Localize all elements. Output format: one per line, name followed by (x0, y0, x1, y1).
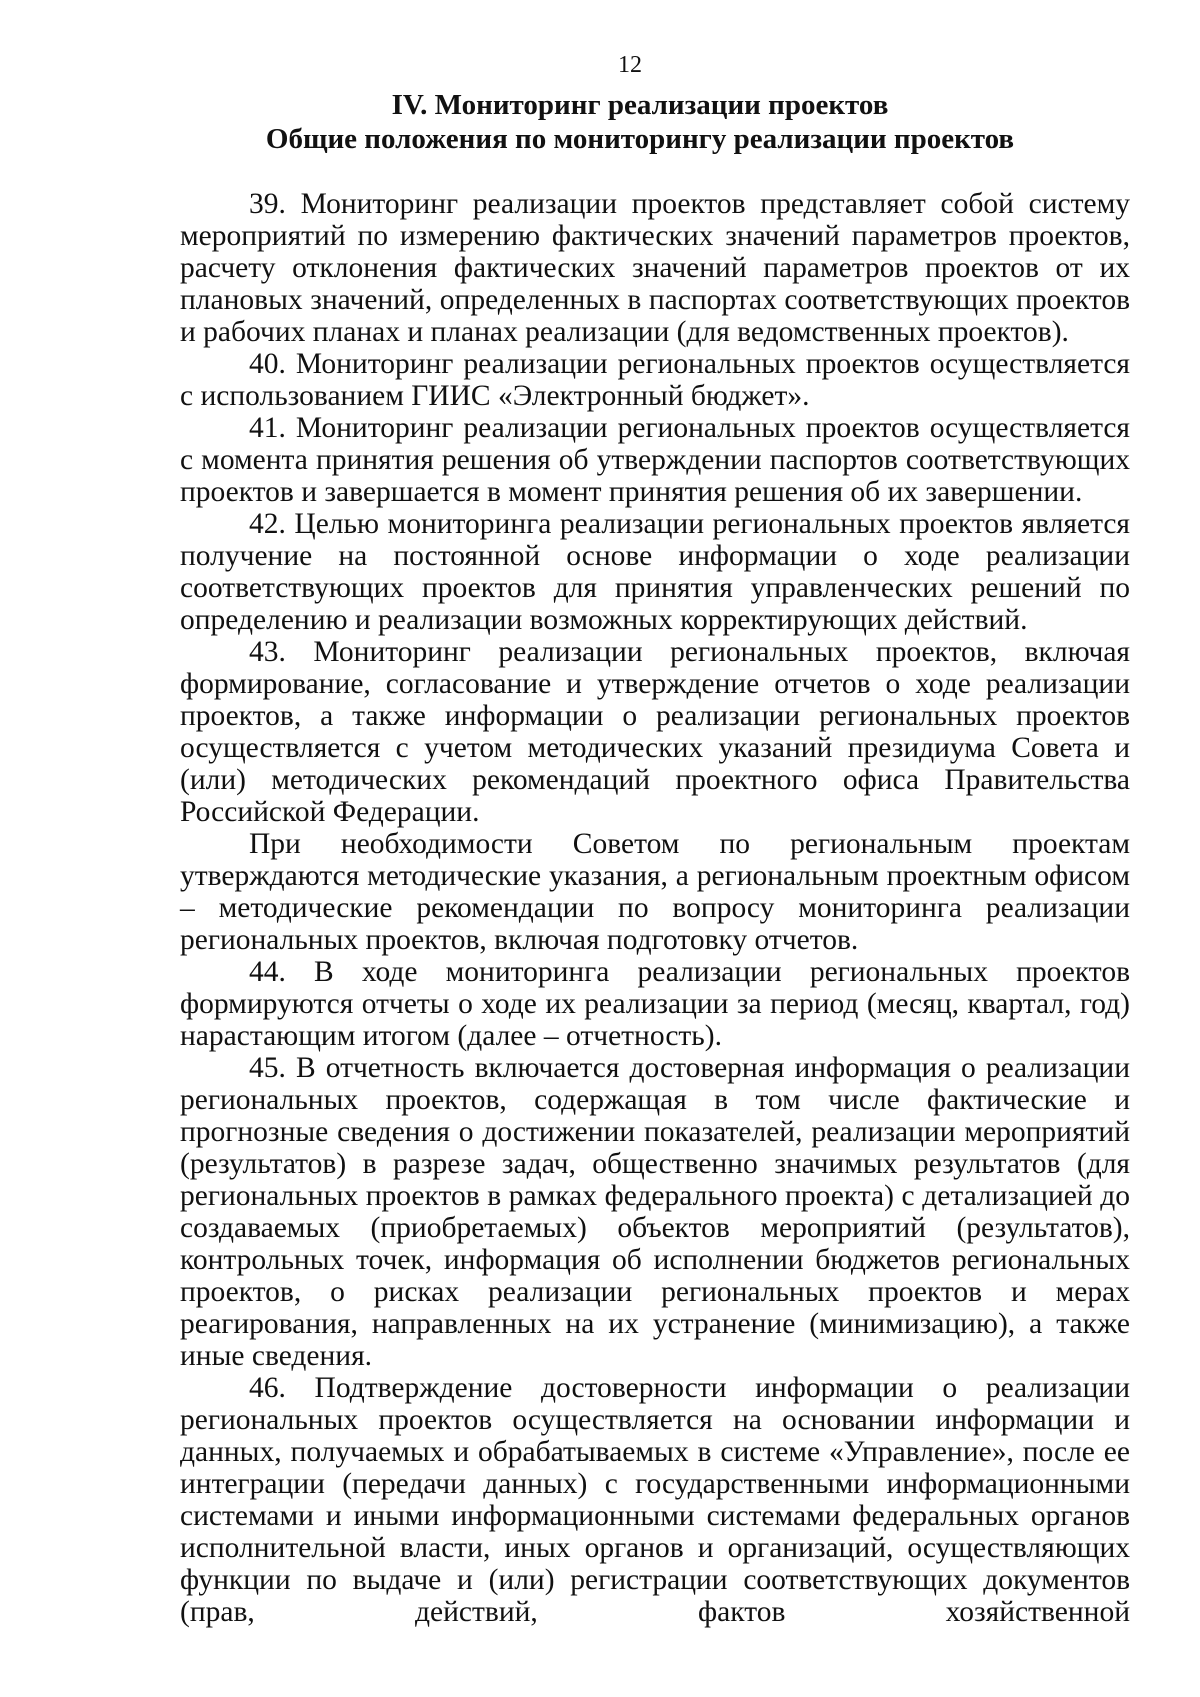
paragraph-41: 41. Мониторинг реализации региональных проектов осуществляется с момента принятия решения об утверждении паспортов соответствующих проектов и завершается в момент принятия решения об их завершении. (180, 412, 1130, 508)
paragraph-43: 43. Мониторинг реализации региональных проектов, включая формирование, согласование и утверждение отчетов о ходе реализации проектов, а также информации о реализации региональных проектов осуществляется с учетом методических указаний президиума Совета и (или) методических рекомендаций проектного офиса Правительства Российской Федерации. (180, 636, 1130, 828)
paragraph-39: 39. Мониторинг реализации проектов представляет собой систему мероприятий по измерению фактических значений параметров проектов, расчету отклонения фактических значений параметров проектов от их плановых значений, определенных в паспортах соответствующих проектов и рабочих планах и планах реализации (для ведомственных проектов). (180, 188, 1130, 348)
paragraph-45: 45. В отчетность включается достоверная информация о реализации региональных проектов, содержащая в том числе фактические и прогнозные сведения о достижении показателей, реализации мероприятий (результатов) в разрезе задач, общественно значимых результатов (для региональных проектов в рамках федерального проекта) с детализацией до создаваемых (приобретаемых) объектов мероприятий (результатов), контрольных точек, информация об исполнении бюджетов региональных проектов, о рисках реализации региональных проектов и мерах реагирования, направленных на их устранение (минимизацию), а также иные сведения. (180, 1052, 1130, 1372)
page-number: 12 (618, 52, 642, 78)
paragraph-46: 46. Подтверждение достоверности информации о реализации региональных проектов осуществляется на основании информации и данных, получаемых и обрабатываемых в системе «Управление», после ее интеграции (передачи данных) с государственными информационными системами и иными информационными системами федеральных органов исполнительной власти, иных органов и организаций, осуществляющих функции по выдаче и (или) регистрации соответствующих документов (прав, действий, фактов хозяйственной (180, 1372, 1130, 1628)
paragraph-44: 44. В ходе мониторинга реализации региональных проектов формируются отчеты о ходе их реализации за период (месяц, квартал, год) нарастающим итогом (далее – отчетность). (180, 956, 1130, 1052)
paragraph-40: 40. Мониторинг реализации региональных проектов осуществляется с использованием ГИИС «Электронный бюджет». (180, 348, 1130, 412)
subsection-title: Общие положения по мониторингу реализации проектов (265, 123, 1015, 155)
section-title: IV. Мониторинг реализации проектов (391, 89, 889, 121)
paragraph-43-note: При необходимости Советом по региональным проектам утверждаются методические указания, а региональным проектным офисом – методические рекомендации по вопросу мониторинга реализации региональных проектов, включая подготовку отчетов. (180, 828, 1130, 956)
paragraph-42: 42. Целью мониторинга реализации региональных проектов является получение на постоянной основе информации о ходе реализации соответствующих проектов для принятия управленческих решений по определению и реализации возможных корректирующих действий. (180, 508, 1130, 636)
